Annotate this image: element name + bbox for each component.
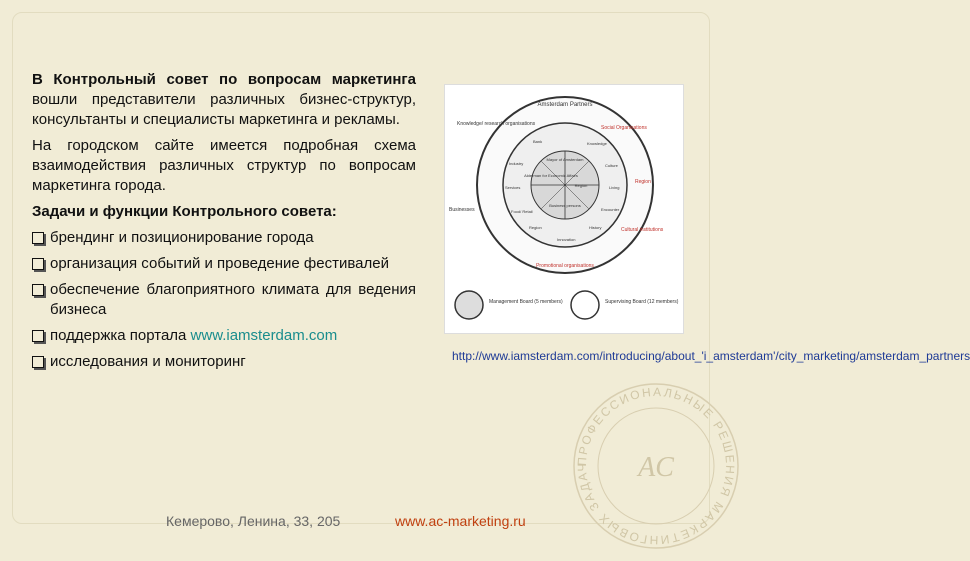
ring-label: Services	[505, 185, 521, 190]
tasks-heading: Задачи и функции Контрольного совета:	[32, 203, 337, 220]
svg-text:AC: AC	[638, 452, 674, 483]
label-region: Region	[635, 179, 651, 185]
partners-diagram-svg	[445, 85, 683, 333]
footer-address: Кемерово, Ленина, 33, 205	[166, 513, 341, 529]
ring-label: Food/ Retail	[511, 209, 533, 214]
svg-text:ПРОФЕССИОНАЛЬНЫЕ РЕШЕНИЯ МАРКЕ: ПРОФЕССИОНАЛЬНЫЕ РЕШЕНИЯ МАРКЕТИНГОВЫХ ЗАДАЧ	[574, 384, 738, 548]
ring-label: Knowledge	[587, 141, 607, 146]
label-alderman: Alderman for Economic Affairs	[524, 173, 578, 178]
checkbox-bullet-icon	[32, 258, 44, 270]
ring-label: Living	[609, 185, 620, 190]
intro-bold: В Контрольный совет по вопросам маркетинга	[32, 71, 416, 88]
intro-rest: вошли представители различных бизнес-структур, консультанты и специалисты маркетинга и рекламы.	[32, 91, 416, 128]
ring-label: Encounter	[601, 207, 620, 212]
label-cultural: Cultural institutions	[621, 227, 664, 233]
bullet-item: обеспечение благоприятного климата для ведения бизнеса	[32, 280, 416, 320]
ring-label: History	[589, 225, 602, 230]
label-sup-board: Supervising Board (12 members)	[605, 299, 679, 305]
footer-site-link[interactable]: www.ac-marketing.ru	[395, 513, 526, 529]
ring-label: Culture	[605, 163, 618, 168]
ring-label: Bank	[533, 139, 543, 144]
checkbox-bullet-icon	[32, 356, 44, 368]
source-link[interactable]: http://www.iamsterdam.com/introducing/about_'i_amsterdam'/city_marketing/amsterdam_partners	[452, 349, 970, 363]
label-social: Social Organisations	[601, 125, 647, 131]
label-knowledge: Knowledge/ research organisations	[457, 121, 536, 127]
label-promotional: Promotional organisations	[536, 263, 594, 269]
scheme-paragraph: На городском сайте имеется подробная схема взаимодействия различных структур по вопросам маркетинга города.	[32, 137, 416, 194]
partners-diagram	[444, 84, 684, 334]
intro-paragraph	[32, 70, 416, 130]
checkbox-bullet-icon	[32, 232, 44, 244]
label-region-inner: Region	[574, 183, 588, 188]
main-text	[32, 70, 416, 378]
mgmt-board-icon	[455, 291, 483, 319]
label-partners: Amsterdam Partners	[537, 102, 593, 108]
bullet-item: поддержка портала www.iamsterdam.com	[32, 326, 416, 346]
checkbox-bullet-icon	[32, 330, 44, 342]
checkbox-bullet-icon	[32, 284, 44, 296]
stamp-watermark	[566, 376, 746, 556]
label-mgmt-board: Management Board (5 members)	[489, 299, 563, 305]
ring-label: Innovation	[557, 237, 576, 242]
label-mayor: Mayor of Amsterdam	[546, 157, 584, 162]
bullet-item: брендинг и позиционирование города	[32, 228, 416, 248]
portal-link[interactable]: www.iamsterdam.com	[190, 327, 338, 344]
bullet-item: организация событий и проведение фестивалей	[32, 254, 416, 274]
sup-board-icon	[571, 291, 599, 319]
ring-label: Industry	[509, 161, 524, 166]
ring-label: Region	[529, 225, 542, 230]
bullet-item: исследования и мониторинг	[32, 352, 416, 372]
label-businesses: Businesses	[449, 207, 475, 213]
label-business-persons: Business persons	[549, 203, 581, 208]
